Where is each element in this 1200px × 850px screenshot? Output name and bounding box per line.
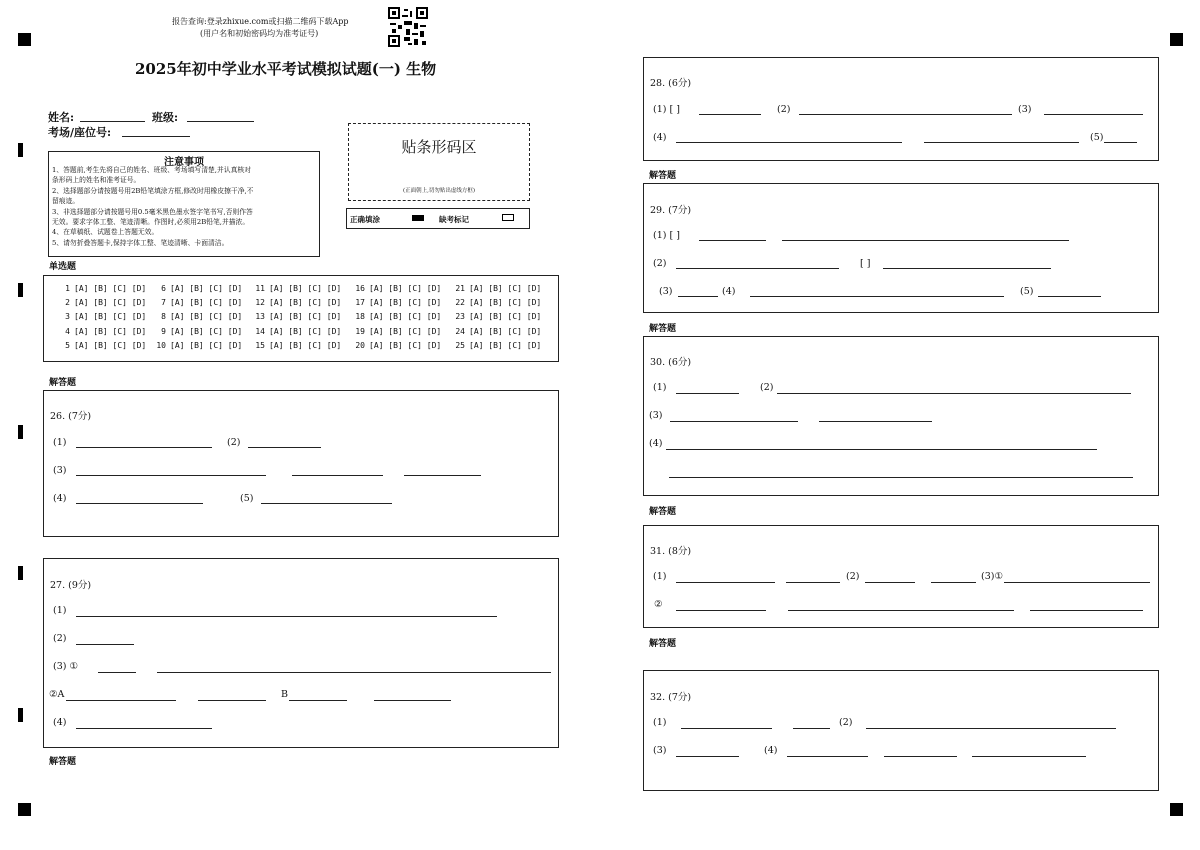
mc-options[interactable]: [A] [B] [C] [D] bbox=[369, 298, 442, 307]
mc-question-row[interactable] bbox=[56, 312, 146, 321]
mc-options[interactable]: [A] [B] [C] [D] bbox=[74, 312, 147, 321]
qr-code-icon[interactable] bbox=[388, 7, 428, 47]
mc-question-row[interactable] bbox=[152, 341, 242, 350]
q31-box bbox=[643, 525, 1159, 628]
answer-line[interactable] bbox=[678, 296, 718, 297]
part-label: (4) bbox=[53, 493, 67, 504]
mc-options[interactable]: [A] [B] [C] [D] bbox=[269, 327, 342, 336]
part-label: (4) bbox=[649, 438, 663, 449]
name-field[interactable] bbox=[80, 121, 145, 122]
mc-question-number: 2 bbox=[65, 298, 70, 307]
mc-options[interactable]: [A] [B] [C] [D] bbox=[170, 327, 243, 336]
timing-mark bbox=[18, 566, 23, 580]
notes-line: 5、请勿折叠答题卡,保持字体工整、笔迹清晰、卡面清洁。 bbox=[52, 238, 229, 247]
part-label: (1) bbox=[653, 571, 667, 582]
section-label-single-choice: 单选题 bbox=[49, 262, 77, 272]
mc-question-row[interactable] bbox=[351, 284, 441, 293]
part-label: ② bbox=[654, 599, 663, 610]
mc-question-row[interactable] bbox=[56, 327, 146, 336]
mc-options[interactable]: [A] [B] [C] [D] bbox=[469, 312, 542, 321]
part-label: (5) bbox=[1090, 132, 1104, 143]
answer-line[interactable] bbox=[292, 475, 383, 476]
mc-options[interactable]: [A] [B] [C] [D] bbox=[170, 284, 243, 293]
part-label: (3) bbox=[659, 286, 673, 297]
mc-options[interactable]: [A] [B] [C] [D] bbox=[469, 341, 542, 350]
q30-box bbox=[643, 336, 1159, 496]
mc-options[interactable]: [A] [B] [C] [D] bbox=[369, 284, 442, 293]
mc-options[interactable]: [A] [B] [C] [D] bbox=[170, 312, 243, 321]
mc-question-number: 4 bbox=[65, 327, 70, 336]
q27-box bbox=[43, 558, 559, 748]
mc-question-row[interactable] bbox=[351, 312, 441, 321]
part-label: (3) bbox=[649, 410, 663, 421]
answer-line[interactable] bbox=[750, 296, 1004, 297]
corner-mark bbox=[1170, 33, 1183, 46]
part-label: (2) bbox=[839, 717, 853, 728]
answer-line[interactable] bbox=[866, 728, 1116, 729]
section-label-answer: 解答题 bbox=[649, 639, 677, 649]
notes-title: 注意事项 bbox=[164, 157, 204, 168]
section-label-answer: 解答题 bbox=[649, 324, 677, 334]
mc-question-row[interactable] bbox=[56, 284, 146, 293]
mc-options[interactable]: [A] [B] [C] [D] bbox=[269, 284, 342, 293]
mc-question-number: 11 bbox=[255, 284, 265, 293]
part-label: (5) bbox=[1020, 286, 1034, 297]
question-head: 31. (8分) bbox=[650, 546, 692, 557]
barcode-area[interactable] bbox=[348, 123, 530, 201]
mc-options[interactable]: [A] [B] [C] [D] bbox=[369, 341, 442, 350]
mc-options[interactable]: [A] [B] [C] [D] bbox=[269, 312, 342, 321]
answer-line[interactable] bbox=[248, 447, 321, 448]
answer-line[interactable] bbox=[884, 756, 957, 757]
part-label: (1) [ ] bbox=[653, 104, 680, 115]
mc-question-number: 7 bbox=[161, 298, 166, 307]
mc-question-number: 12 bbox=[255, 298, 265, 307]
mc-question-row[interactable] bbox=[152, 284, 242, 293]
notes-box bbox=[48, 151, 320, 257]
answer-line[interactable] bbox=[76, 475, 266, 476]
mc-question-number: 1 bbox=[65, 284, 70, 293]
mc-question-row[interactable] bbox=[351, 341, 441, 350]
answer-line[interactable] bbox=[788, 610, 1014, 611]
answer-line[interactable] bbox=[883, 268, 1051, 269]
notes-line: 1、答题前,考生先将自己的姓名、班级、考场填写清楚,并认真核对 bbox=[52, 166, 251, 174]
question-head: 26. (7分) bbox=[50, 411, 92, 422]
part-label: ②A bbox=[49, 689, 65, 700]
mc-options[interactable]: [A] [B] [C] [D] bbox=[74, 341, 147, 350]
answer-line[interactable] bbox=[786, 582, 840, 583]
barcode-title: 贴条形码区 bbox=[401, 138, 477, 156]
notes-line: 4、在草稿纸、试题卷上答题无效。 bbox=[52, 228, 159, 237]
answer-line[interactable] bbox=[76, 644, 134, 645]
page-title: 2025年初中学业水平考试模拟试题(一) 生物 bbox=[135, 60, 437, 78]
mc-options[interactable]: [A] [B] [C] [D] bbox=[369, 312, 442, 321]
part-label: (1) bbox=[653, 717, 667, 728]
answer-line[interactable] bbox=[793, 728, 830, 729]
mc-question-number: 13 bbox=[255, 312, 265, 321]
mc-question-number: 15 bbox=[255, 341, 265, 350]
answer-line[interactable] bbox=[669, 477, 1133, 478]
answer-line[interactable] bbox=[676, 582, 775, 583]
part-label: (1) bbox=[653, 382, 667, 393]
q29-box bbox=[643, 183, 1159, 313]
part-label: (4) bbox=[53, 717, 67, 728]
answer-line[interactable] bbox=[1044, 114, 1143, 115]
part-label: (1) bbox=[53, 437, 67, 448]
answer-line[interactable] bbox=[1038, 296, 1101, 297]
answer-line[interactable] bbox=[777, 393, 1131, 394]
mc-question-number: 25 bbox=[455, 341, 465, 350]
answer-line[interactable] bbox=[865, 582, 915, 583]
part-label: (2) bbox=[227, 437, 241, 448]
answer-line[interactable] bbox=[76, 728, 212, 729]
mc-question-number: 19 bbox=[355, 327, 365, 336]
answer-line[interactable] bbox=[1104, 142, 1137, 143]
mc-question-row[interactable] bbox=[251, 298, 341, 307]
mc-options[interactable]: [A] [B] [C] [D] bbox=[269, 298, 342, 307]
answer-line[interactable] bbox=[972, 756, 1086, 757]
question-head: 30. (6分) bbox=[650, 357, 692, 368]
corner-mark bbox=[18, 33, 31, 46]
report-query-notice: 报告查询:登录zhixue.com或扫描二维码下载App bbox=[172, 17, 349, 26]
answer-line[interactable] bbox=[782, 240, 1069, 241]
mc-question-row[interactable] bbox=[251, 284, 341, 293]
answer-line[interactable] bbox=[1030, 610, 1143, 611]
mc-question-row[interactable] bbox=[451, 341, 541, 350]
mc-question-number: 3 bbox=[65, 312, 70, 321]
q32-box bbox=[643, 670, 1159, 791]
class-label: 班级: bbox=[152, 111, 179, 124]
section-label-answer: 解答题 bbox=[649, 171, 677, 181]
answer-line[interactable] bbox=[157, 672, 551, 673]
answer-line[interactable] bbox=[404, 475, 481, 476]
part-label: (3) bbox=[653, 745, 667, 756]
section-label-answer: 解答题 bbox=[649, 507, 677, 517]
mc-question-number: 18 bbox=[355, 312, 365, 321]
mc-question-number: 6 bbox=[161, 284, 166, 293]
notes-list bbox=[52, 165, 253, 248]
mc-question-number: 14 bbox=[255, 327, 265, 336]
mc-question-number: 20 bbox=[355, 341, 365, 350]
mc-question-row[interactable] bbox=[351, 298, 441, 307]
barcode-note: (正面朝上,切勿贴出虚线方框) bbox=[402, 188, 476, 194]
mc-question-row[interactable] bbox=[451, 284, 541, 293]
mc-question-number: 17 bbox=[355, 298, 365, 307]
answer-line[interactable] bbox=[289, 700, 347, 701]
part-label: (4) bbox=[764, 745, 778, 756]
answer-line[interactable] bbox=[787, 756, 868, 757]
answer-line[interactable] bbox=[76, 503, 203, 504]
corner-mark bbox=[18, 803, 31, 816]
mc-question-row[interactable] bbox=[56, 298, 146, 307]
mc-question-row[interactable] bbox=[152, 312, 242, 321]
answer-line[interactable] bbox=[76, 447, 212, 448]
absent-mark-label: 缺考标记 bbox=[439, 215, 469, 224]
answer-line[interactable] bbox=[931, 582, 976, 583]
answer-line[interactable] bbox=[819, 421, 932, 422]
section-label-answer: 解答题 bbox=[49, 378, 77, 388]
mc-question-row[interactable] bbox=[351, 327, 441, 336]
mc-options[interactable]: [A] [B] [C] [D] bbox=[469, 284, 542, 293]
question-head: 29. (7分) bbox=[650, 205, 692, 216]
mc-options[interactable]: [A] [B] [C] [D] bbox=[74, 298, 147, 307]
correct-fill-label: 正确填涂 bbox=[350, 215, 380, 224]
answer-line[interactable] bbox=[676, 268, 839, 269]
mc-question-number: 8 bbox=[161, 312, 166, 321]
answer-line[interactable] bbox=[76, 616, 497, 617]
seat-field[interactable] bbox=[122, 136, 190, 137]
seat-label: 考场/座位号: bbox=[48, 126, 112, 139]
mc-question-row[interactable] bbox=[451, 298, 541, 307]
mc-question-row[interactable] bbox=[251, 327, 341, 336]
question-head: 27. (9分) bbox=[50, 580, 92, 591]
mc-question-row[interactable] bbox=[251, 341, 341, 350]
part-label: (2) bbox=[846, 571, 860, 582]
part-label: (1) [ ] bbox=[653, 230, 680, 241]
answer-line[interactable] bbox=[670, 421, 798, 422]
filled-box-icon bbox=[412, 215, 424, 221]
part-label: (3) bbox=[53, 465, 67, 476]
answer-line[interactable] bbox=[799, 114, 1012, 115]
mc-options[interactable]: [A] [B] [C] [D] bbox=[74, 327, 147, 336]
mc-question-row[interactable] bbox=[251, 312, 341, 321]
section-label-answer: 解答题 bbox=[49, 757, 77, 767]
answer-line[interactable] bbox=[676, 393, 739, 394]
mc-question-number: 23 bbox=[455, 312, 465, 321]
class-field[interactable] bbox=[187, 121, 254, 122]
mc-question-number: 9 bbox=[161, 327, 166, 336]
corner-mark bbox=[1170, 803, 1183, 816]
notes-line: 3、非选择题部分请按题号用0.5毫米黑色墨水签字笔书写,否则作答 bbox=[52, 207, 253, 216]
mc-question-row[interactable] bbox=[451, 312, 541, 321]
answer-line[interactable] bbox=[681, 728, 772, 729]
part-label: (2) bbox=[777, 104, 791, 115]
answer-line[interactable] bbox=[676, 142, 902, 143]
answer-line[interactable] bbox=[374, 700, 451, 701]
answer-line[interactable] bbox=[676, 610, 766, 611]
mc-question-row[interactable] bbox=[152, 327, 242, 336]
mc-options[interactable]: [A] [B] [C] [D] bbox=[170, 341, 243, 350]
mc-options[interactable]: [A] [B] [C] [D] bbox=[74, 284, 147, 293]
answer-line[interactable] bbox=[98, 672, 136, 673]
part-label: (3)① bbox=[981, 571, 1003, 582]
timing-mark bbox=[18, 283, 23, 297]
part-label: (4) bbox=[722, 286, 736, 297]
answer-line[interactable] bbox=[924, 142, 1079, 143]
answer-line[interactable] bbox=[676, 756, 739, 757]
part-label: (2) bbox=[653, 258, 667, 269]
part-label: (3) ① bbox=[53, 661, 78, 672]
part-label: (2) bbox=[760, 382, 774, 393]
answer-line[interactable] bbox=[198, 700, 266, 701]
answer-line[interactable] bbox=[666, 449, 1097, 450]
answer-line[interactable] bbox=[66, 700, 176, 701]
mc-question-number: 10 bbox=[156, 341, 166, 350]
mc-question-number: 22 bbox=[455, 298, 465, 307]
mc-options[interactable]: [A] [B] [C] [D] bbox=[269, 341, 342, 350]
notes-line: 条形码上的姓名和准考证号。 bbox=[52, 176, 141, 185]
name-label: 姓名: bbox=[48, 111, 75, 124]
q26-box bbox=[43, 390, 559, 537]
question-head: 32. (7分) bbox=[650, 692, 692, 703]
answer-line[interactable] bbox=[261, 503, 392, 504]
part-label: (4) bbox=[653, 132, 667, 143]
answer-line[interactable] bbox=[699, 240, 766, 241]
mc-grid bbox=[43, 275, 559, 362]
part-label: B bbox=[281, 689, 288, 700]
notes-line: 留痕迹。 bbox=[52, 197, 80, 206]
mc-options[interactable]: [A] [B] [C] [D] bbox=[469, 298, 542, 307]
mc-options[interactable]: [A] [B] [C] [D] bbox=[469, 327, 542, 336]
part-label: (2) bbox=[53, 633, 67, 644]
notes-line: 无效。要求字体工整、笔迹清晰。作图时,必须用2B铅笔,并描浓。 bbox=[52, 218, 250, 227]
answer-line[interactable] bbox=[699, 114, 761, 115]
mc-question-number: 21 bbox=[455, 284, 465, 293]
timing-mark bbox=[18, 425, 23, 439]
part-label: (1) bbox=[53, 605, 67, 616]
mc-question-number: 24 bbox=[455, 327, 465, 336]
answer-line[interactable] bbox=[1004, 582, 1150, 583]
mc-question-row[interactable] bbox=[451, 327, 541, 336]
mc-options[interactable]: [A] [B] [C] [D] bbox=[369, 327, 442, 336]
mc-question-row[interactable] bbox=[56, 341, 146, 350]
mc-question-number: 5 bbox=[65, 341, 70, 350]
part-label: [ ] bbox=[860, 258, 871, 269]
part-label: (5) bbox=[240, 493, 254, 504]
timing-mark bbox=[18, 143, 23, 157]
part-label: (3) bbox=[1018, 104, 1032, 115]
mc-question-row[interactable] bbox=[152, 298, 242, 307]
mc-question-number: 16 bbox=[355, 284, 365, 293]
fill-legend bbox=[346, 208, 530, 229]
absent-mark-box[interactable] bbox=[502, 214, 514, 221]
timing-mark bbox=[18, 708, 23, 722]
mc-options[interactable]: [A] [B] [C] [D] bbox=[170, 298, 243, 307]
q28-box bbox=[643, 57, 1159, 161]
notes-line: 2、选择题部分请按题号用2B铅笔填涂方框,修改时用橡皮擦干净,不 bbox=[52, 186, 254, 195]
question-head: 28. (6分) bbox=[650, 78, 692, 89]
password-notice: (用户名和初始密码均为准考证号) bbox=[200, 29, 319, 38]
